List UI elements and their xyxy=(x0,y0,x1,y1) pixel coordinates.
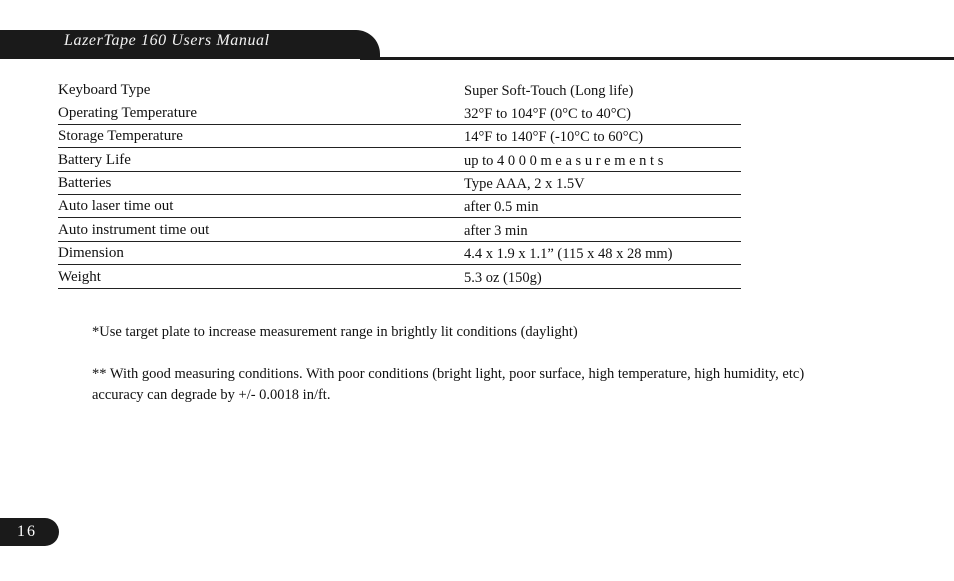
spec-label: Batteries xyxy=(58,174,112,191)
spec-value: up to 4 0 0 0 m e a s u r e m e n t s xyxy=(464,152,664,169)
spec-value: 4.4 x 1.9 x 1.1” (115 x 48 x 28 mm) xyxy=(464,246,673,263)
spec-value: after 0.5 min xyxy=(464,199,539,216)
spec-label: Dimension xyxy=(58,245,124,262)
spec-label: Battery Life xyxy=(58,151,131,168)
footnote-target-plate: *Use target plate to increase measurement range in brightly lit conditions (daylight) xyxy=(92,324,578,340)
spec-value: after 3 min xyxy=(464,222,528,239)
header-rule xyxy=(360,57,954,60)
spec-label: Storage Temperature xyxy=(58,128,183,145)
spec-row-keyboard-type xyxy=(58,78,741,101)
footnote-line: accuracy can degrade by +/- 0.0018 in/ft. xyxy=(92,387,331,403)
spec-row-storage-temperature xyxy=(58,125,741,148)
spec-label: Keyboard Type xyxy=(58,82,151,99)
spec-row-weight xyxy=(58,265,741,288)
spec-label: Auto instrument time out xyxy=(58,221,210,238)
spec-row-auto-instrument-time-out xyxy=(58,218,741,241)
spec-value: 5.3 oz (150g) xyxy=(464,269,542,286)
page-number: 16 xyxy=(17,523,37,540)
spec-value: Type AAA, 2 x 1.5V xyxy=(464,175,585,192)
spec-row-auto-laser-time-out xyxy=(58,195,741,218)
spec-value: 14°F to 140°F (-10°C to 60°C) xyxy=(464,129,644,146)
footnote-line: ** With good measuring conditions. With poor conditions (bright light, poor surface, high temperature, high humidity, etc) xyxy=(92,366,805,382)
spec-label: Weight xyxy=(58,268,101,285)
spec-table xyxy=(58,78,741,289)
spec-row-dimension xyxy=(58,242,741,265)
footnote-measuring-conditions xyxy=(92,364,804,406)
spec-label: Auto laser time out xyxy=(58,198,174,215)
spec-value: Super Soft-Touch (Long life) xyxy=(464,83,634,100)
manual-title: LazerTape 160 Users Manual xyxy=(64,32,270,49)
spec-row-operating-temperature xyxy=(58,101,741,124)
spec-row-battery-life xyxy=(58,148,741,171)
spec-label: Operating Temperature xyxy=(58,104,198,121)
spec-row-batteries xyxy=(58,172,741,195)
spec-value: 32°F to 104°F (0°C to 40°C) xyxy=(464,105,632,122)
